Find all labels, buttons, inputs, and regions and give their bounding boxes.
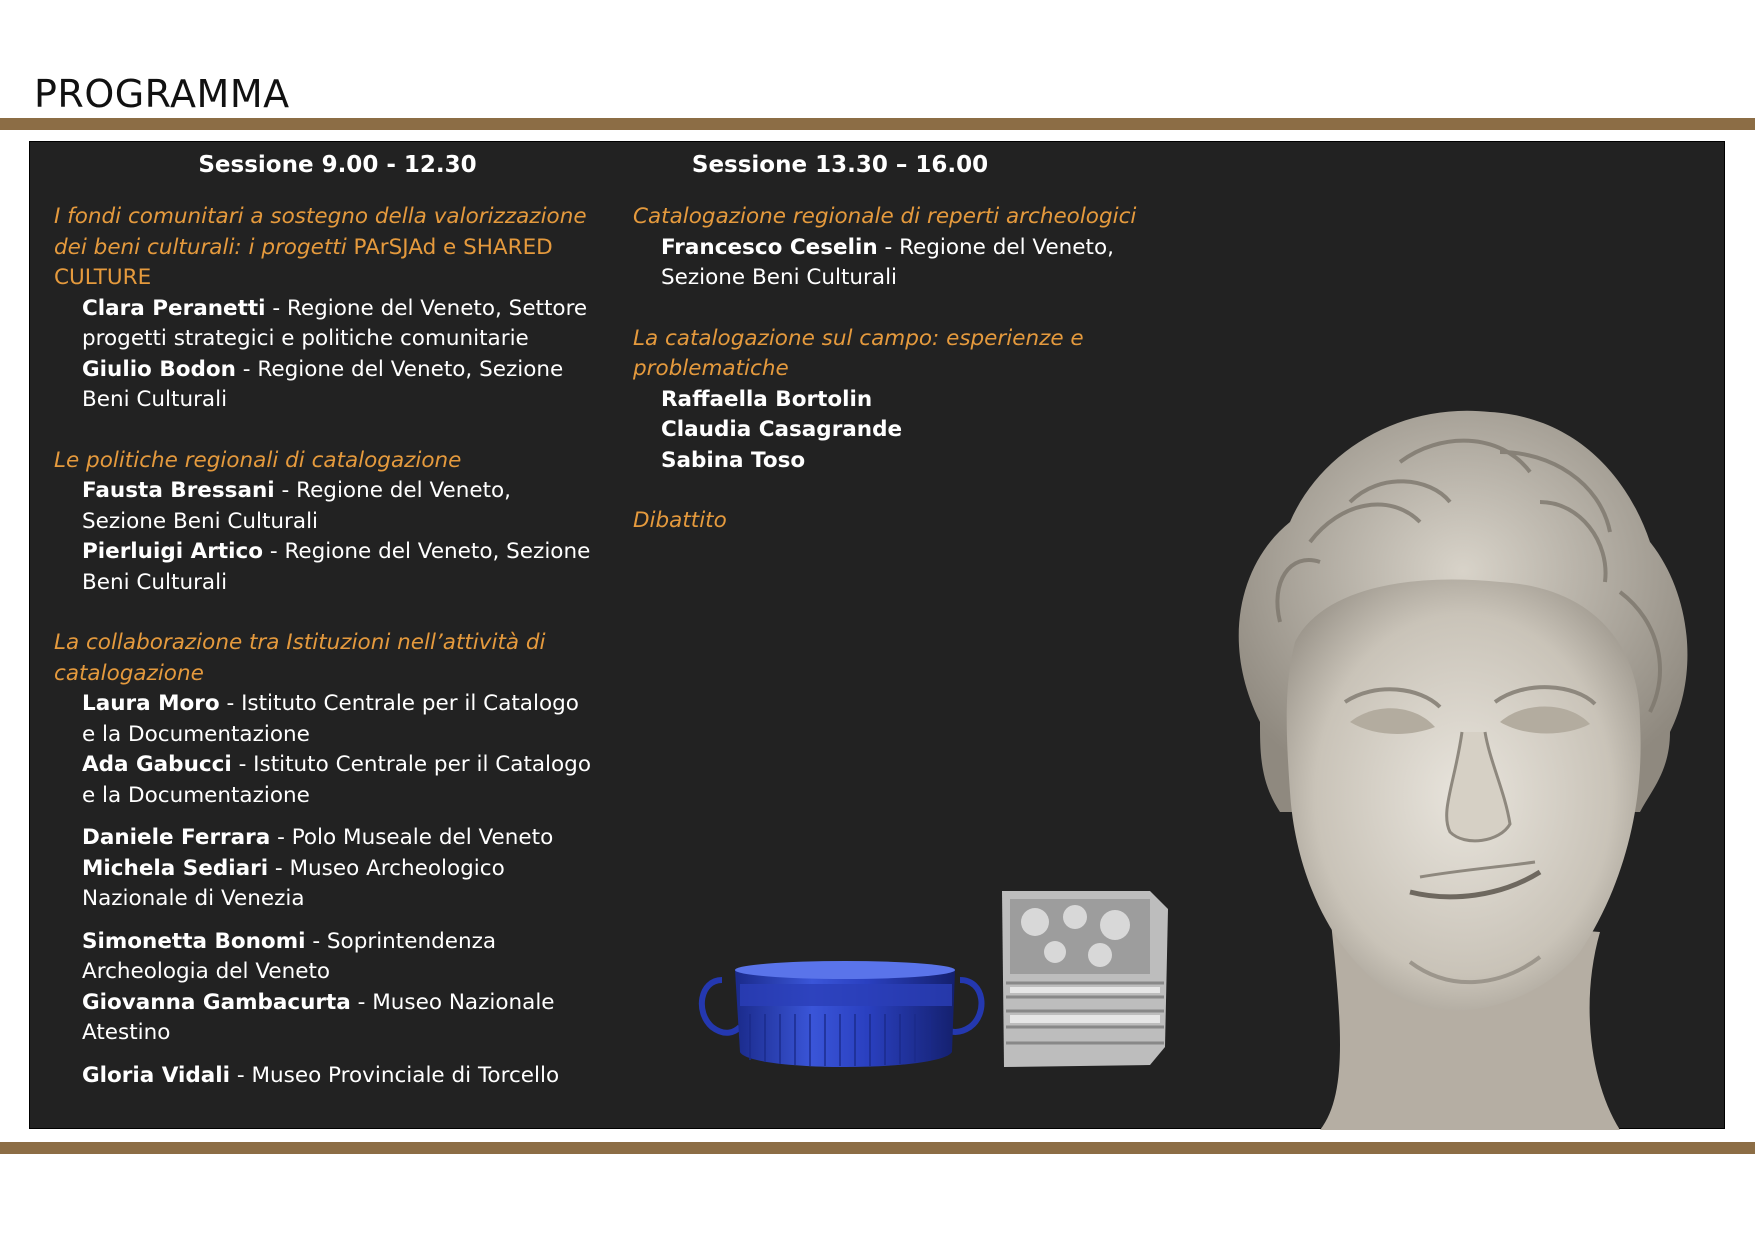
speaker-entry: [54, 689, 594, 750]
speaker-role: - Regione del Veneto, Sezione Beni Culturali: [82, 539, 591, 595]
topic-title: La collaborazione tra Istituzioni nell’attività di catalogazione: [54, 630, 546, 686]
speaker-role: - Polo Museale del Veneto: [270, 825, 554, 850]
top-rule: [0, 118, 1755, 130]
speaker-entry: [54, 476, 594, 537]
speaker-name: Daniele Ferrara: [82, 825, 271, 850]
speaker-entry: [54, 854, 594, 915]
topic-title-part: I fondi comunitari a sostegno della valorizzazione dei beni culturali: i progetti: [54, 204, 587, 260]
speaker-entry: [633, 415, 1193, 446]
speaker-role: - Soprintendenza Archeologia del Veneto: [82, 928, 497, 984]
speaker-name: Ada Gabucci: [82, 752, 232, 777]
speaker-name: Giovanna Gambacurta: [82, 989, 351, 1015]
session-1-title: Sessione 9.00 - 12.30: [198, 152, 477, 178]
page-title: PROGRAMMA: [34, 72, 290, 116]
programme-panel: [29, 141, 1725, 1129]
speaker-name: Claudia Casagrande: [661, 417, 903, 442]
glass-cup-image: [690, 922, 1010, 1092]
speaker-name: Raffaella Bortolin: [661, 386, 873, 412]
speaker-name: Clara Peranetti: [82, 295, 266, 321]
speaker-entry: [54, 1061, 594, 1092]
speaker-entry: [633, 385, 1193, 416]
speaker-role: - Regione del Veneto, Settore progetti strategici e politiche comunitarie: [82, 295, 588, 351]
speaker-name: Sabina Toso: [661, 447, 806, 473]
speaker-name: Michela Sediari: [82, 855, 269, 881]
topic-title: [54, 202, 594, 294]
speaker-role: - Regione del Veneto, Sezione Beni Culturali: [82, 356, 564, 412]
speaker-entry: [54, 927, 594, 988]
speaker-name: Francesco Ceselin: [661, 234, 878, 260]
speaker-role: - Museo Provinciale di Torcello: [230, 1062, 560, 1088]
speaker-name: Fausta Bressani: [82, 478, 275, 503]
speaker-name: Laura Moro: [82, 691, 220, 716]
speaker-entry: [54, 537, 594, 598]
speaker-role: - Regione del Veneto, Sezione Beni Culturali: [661, 234, 1114, 290]
speaker-role: - Istituto Centrale per il Catalogo e la Documentazione: [82, 752, 591, 808]
speaker-role: - Regione del Veneto, Sezione Beni Culturali: [82, 478, 511, 534]
topic-title: Le politiche regionali di catalogazione: [54, 447, 462, 473]
speaker-name: Giulio Bodon: [82, 356, 236, 382]
speaker-entry: [54, 355, 594, 416]
topic-title-part: PArSJAd e SHARED CULTURE: [54, 234, 553, 290]
speaker-role: - Museo Nazionale Atestino: [82, 989, 555, 1045]
speaker-entry: [54, 294, 594, 355]
speaker-entry: [54, 750, 594, 811]
session-2-title: Sessione 13.30 – 16.00: [691, 152, 989, 178]
speaker-name: Simonetta Bonomi: [82, 928, 306, 954]
speaker-role: - Istituto Centrale per il Catalogo e la Documentazione: [82, 691, 579, 747]
topic-title: Catalogazione regionale di reperti archeologici: [633, 204, 1137, 229]
marble-head-sculpture-image: [1200, 392, 1720, 1130]
speaker-entry: [633, 446, 1193, 477]
session-2-column: [633, 202, 1193, 537]
speaker-entry: [54, 988, 594, 1049]
speaker-entry: [633, 233, 1193, 294]
topic-title: Dibattito: [633, 508, 727, 533]
speaker-role: - Museo Archeologico Nazionale di Venezia: [82, 855, 505, 911]
marble-relief-image: [1000, 887, 1170, 1072]
topic-title: La catalogazione sul campo: esperienze e problematiche: [633, 325, 1084, 381]
speaker-name: Pierluigi Artico: [82, 539, 264, 564]
speaker-entry: [54, 823, 594, 854]
bottom-rule: [0, 1142, 1755, 1154]
speaker-name: Gloria Vidali: [82, 1062, 231, 1088]
session-1-column: [54, 202, 594, 1091]
